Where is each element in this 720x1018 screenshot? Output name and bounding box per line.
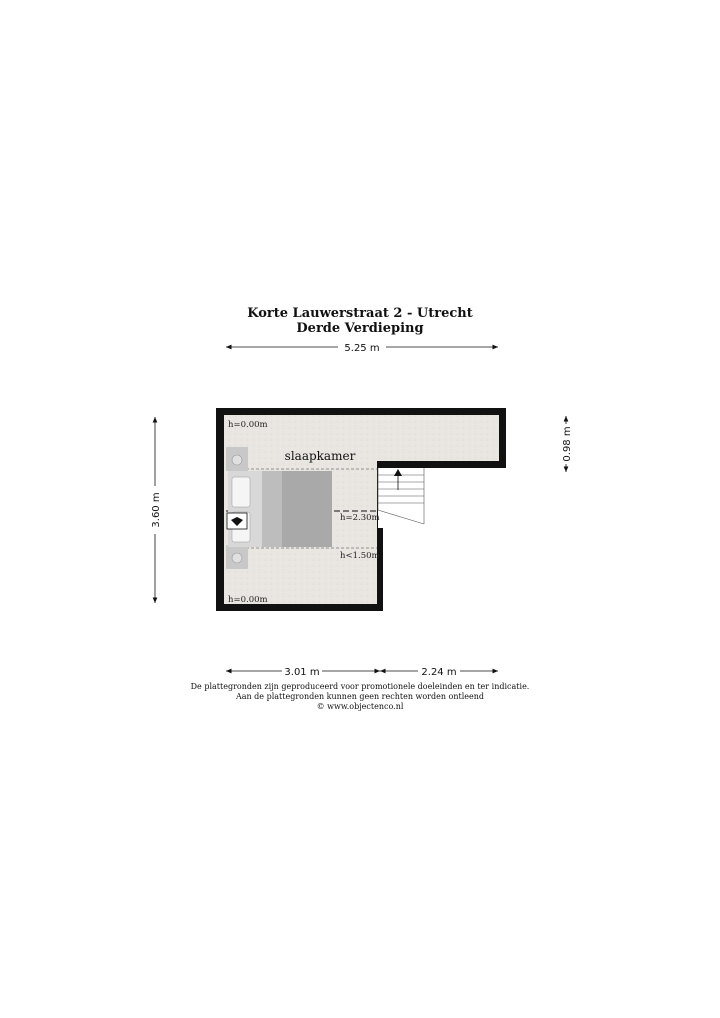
dimension-left bbox=[151, 417, 162, 603]
dimension-top bbox=[226, 343, 498, 354]
disclaimer-line-2: Aan de plattegronden kunnen geen rechten worden ontleend bbox=[235, 692, 485, 701]
dimension-bottom-right-label: 2.24 m bbox=[421, 667, 457, 678]
nightstand-bottom bbox=[226, 545, 248, 569]
stair-opening bbox=[378, 468, 431, 528]
height-label-lower: h<1.50m bbox=[340, 551, 380, 561]
dimension-right-label: 0.98 m bbox=[562, 426, 573, 462]
plan-title: Korte Lauwerstraat 2 - Utrecht bbox=[247, 306, 473, 321]
bed-icon bbox=[227, 513, 247, 529]
room-label: slaapkamer bbox=[284, 449, 356, 463]
height-label-top-left: h=0.00m bbox=[228, 420, 268, 430]
dimension-bottom-right bbox=[380, 667, 498, 678]
disclaimer-line-1: De plattegronden zijn geproduceerd voor promotionele doeleinden en ter indicatie. bbox=[190, 682, 530, 691]
dimension-left-label: 3.60 m bbox=[151, 492, 162, 528]
bed bbox=[228, 471, 332, 547]
dimension-top-label: 5.25 m bbox=[344, 343, 380, 354]
copyright-line: © www.objectenco.nl bbox=[316, 702, 404, 711]
height-label-bottom-left: h=0.00m bbox=[228, 595, 268, 605]
height-label-middle: h=2.30m bbox=[340, 513, 380, 523]
dimension-bottom-left bbox=[226, 667, 380, 678]
dimension-bottom-left-label: 3.01 m bbox=[284, 667, 320, 678]
dimension-right bbox=[562, 416, 573, 472]
plan-subtitle: Derde Verdieping bbox=[296, 321, 424, 336]
nightstand-top bbox=[226, 447, 248, 471]
